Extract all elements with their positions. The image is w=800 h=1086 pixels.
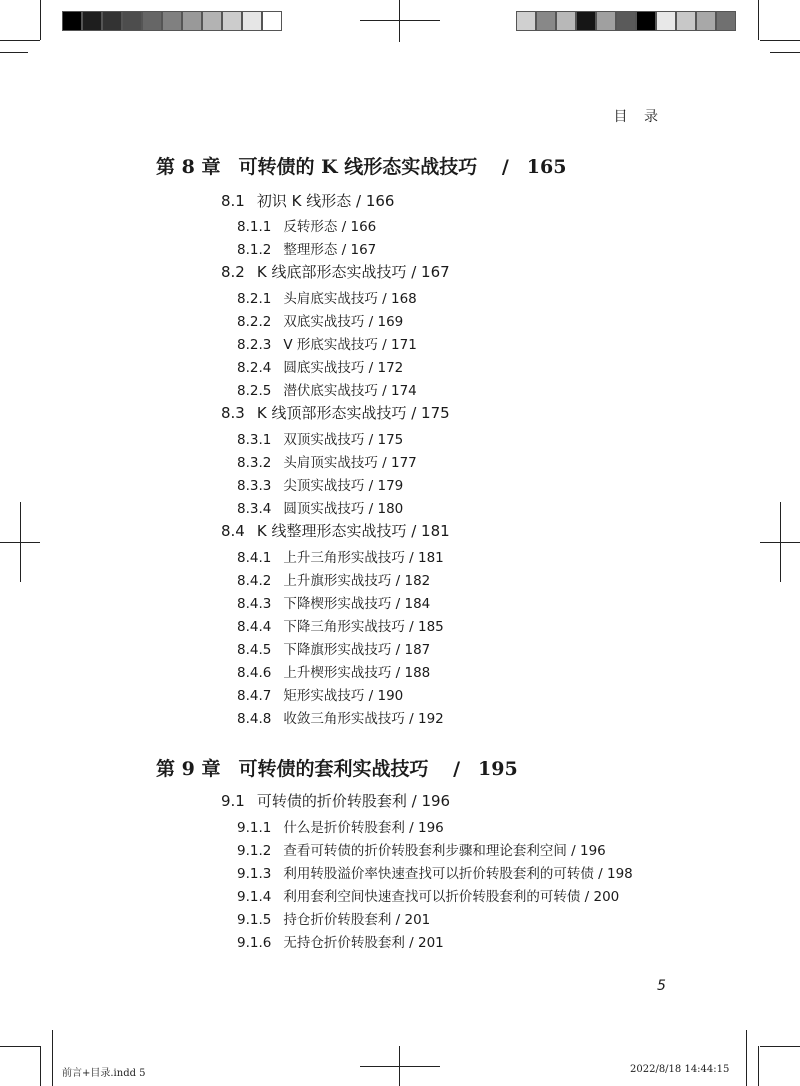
toc-section — [221, 190, 394, 211]
color-swatch — [202, 11, 222, 31]
subsection-number: 8.2.4 — [237, 360, 272, 376]
section-title: K 线顶部形态实战技巧 / 175 — [256, 404, 450, 422]
color-swatch — [536, 11, 556, 31]
subsection-title: 持仓折价转股套利 / 201 — [283, 912, 431, 928]
subsection-number: 8.4.8 — [237, 711, 272, 727]
color-swatch — [556, 11, 576, 31]
page-number: 5 — [657, 978, 666, 994]
subsection-title: 查看可转债的折价转股套利步骤和理论套利空间 / 196 — [283, 843, 606, 859]
section-title: 可转债的折价转股套利 / 196 — [256, 792, 451, 810]
subsection-number: 8.3.1 — [237, 432, 272, 448]
color-swatch — [162, 11, 182, 31]
subsection-title: 上升楔形实战技巧 / 188 — [283, 665, 431, 681]
subsection-title: 利用转股溢价率快速查找可以折价转股套利的可转债 / 198 — [283, 866, 633, 882]
toc-subsection — [237, 707, 444, 727]
section-number: 8.2 — [221, 263, 245, 281]
subsection-number: 8.3.4 — [237, 501, 272, 517]
subsection-number: 9.1.2 — [237, 843, 272, 859]
footer-file-name: 前言+目录.indd 5 — [62, 1068, 146, 1079]
subsection-number: 8.2.1 — [237, 291, 272, 307]
subsection-title: 下降三角形实战技巧 / 185 — [283, 619, 444, 635]
section-number: 8.1 — [221, 192, 245, 210]
color-swatch — [262, 11, 282, 31]
toc-subsection — [237, 684, 403, 704]
color-swatch — [656, 11, 676, 31]
toc-subsection — [237, 356, 403, 376]
color-swatch — [696, 11, 716, 31]
chapter-separator: / — [501, 156, 509, 178]
subsection-number: 8.3.3 — [237, 478, 272, 494]
subsection-title: V 形底实战技巧 / 171 — [283, 337, 417, 353]
subsection-title: 利用套利空间快速查找可以折价转股套利的可转债 / 200 — [283, 889, 620, 905]
toc-subsection — [237, 839, 606, 859]
subsection-title: 整理形态 / 167 — [283, 242, 377, 258]
color-swatch — [676, 11, 696, 31]
subsection-number: 8.4.6 — [237, 665, 272, 681]
subsection-title: 什么是折价转股套利 / 196 — [283, 820, 444, 836]
toc-subsection — [237, 474, 403, 494]
subsection-number: 8.3.2 — [237, 455, 272, 471]
section-title: 初识 K 线形态 / 166 — [256, 192, 395, 210]
color-swatch — [82, 11, 102, 31]
section-title: K 线整理形态实战技巧 / 181 — [256, 522, 450, 540]
subsection-number: 9.1.6 — [237, 935, 272, 951]
toc-subsection — [237, 885, 619, 905]
toc-subsection — [237, 379, 417, 399]
color-swatch — [122, 11, 142, 31]
color-swatch — [636, 11, 656, 31]
chapter-title: 可转债的 K 线形态实战技巧 — [238, 156, 478, 178]
color-swatch — [62, 11, 82, 31]
toc-subsection — [237, 451, 417, 471]
chapter-number: 第 9 章 — [156, 758, 221, 780]
color-swatch — [182, 11, 202, 31]
subsection-number: 8.2.5 — [237, 383, 272, 399]
subsection-title: 圆顶实战技巧 / 180 — [283, 501, 404, 517]
subsection-number: 8.1.2 — [237, 242, 272, 258]
toc-subsection — [237, 546, 444, 566]
color-swatch — [242, 11, 262, 31]
toc-section — [221, 402, 450, 423]
running-header: 目 录 — [613, 109, 664, 125]
color-swatch — [616, 11, 636, 31]
section-number: 8.4 — [221, 522, 245, 540]
color-swatch — [102, 11, 122, 31]
toc-subsection — [237, 215, 376, 235]
chapter-title: 可转债的套利实战技巧 — [238, 758, 429, 780]
subsection-title: 头肩底实战技巧 / 168 — [283, 291, 417, 307]
subsection-title: 矩形实战技巧 / 190 — [283, 688, 404, 704]
subsection-number: 8.4.7 — [237, 688, 272, 704]
toc-section — [221, 790, 450, 811]
subsection-number: 9.1.1 — [237, 820, 272, 836]
subsection-number: 8.1.1 — [237, 219, 272, 235]
color-swatch — [142, 11, 162, 31]
subsection-title: 双底实战技巧 / 169 — [283, 314, 404, 330]
toc-section — [221, 520, 450, 541]
subsection-title: 双顶实战技巧 / 175 — [283, 432, 404, 448]
color-swatch — [596, 11, 616, 31]
toc-subsection — [237, 287, 417, 307]
color-swatch — [222, 11, 242, 31]
subsection-number: 8.4.2 — [237, 573, 272, 589]
color-swatch — [516, 11, 536, 31]
toc-subsection — [237, 592, 430, 612]
toc-subsection — [237, 862, 633, 882]
toc-subsection — [237, 310, 403, 330]
footer-timestamp: 2022/8/18 14:44:15 — [630, 1064, 730, 1075]
toc-subsection — [237, 333, 417, 353]
subsection-number: 9.1.4 — [237, 889, 272, 905]
subsection-number: 8.2.2 — [237, 314, 272, 330]
chapter-number: 第 8 章 — [156, 156, 221, 178]
toc-subsection — [237, 816, 444, 836]
toc-subsection — [237, 638, 430, 658]
toc-subsection — [237, 497, 403, 517]
subsection-title: 上升三角形实战技巧 / 181 — [283, 550, 444, 566]
subsection-title: 圆底实战技巧 / 172 — [283, 360, 404, 376]
chapter-page: 195 — [478, 758, 518, 780]
subsection-title: 尖顶实战技巧 / 179 — [283, 478, 404, 494]
section-title: K 线底部形态实战技巧 / 167 — [256, 263, 450, 281]
right-color-bar — [516, 11, 736, 31]
subsection-title: 上升旗形实战技巧 / 182 — [283, 573, 431, 589]
subsection-title: 头肩顶实战技巧 / 177 — [283, 455, 417, 471]
chapter-heading — [156, 152, 566, 179]
subsection-title: 无持仓折价转股套利 / 201 — [283, 935, 444, 951]
subsection-number: 8.2.3 — [237, 337, 272, 353]
toc-subsection — [237, 931, 444, 951]
section-number: 8.3 — [221, 404, 245, 422]
color-swatch — [716, 11, 736, 31]
subsection-title: 下降楔形实战技巧 / 184 — [283, 596, 431, 612]
toc-subsection — [237, 661, 430, 681]
subsection-title: 反转形态 / 166 — [283, 219, 377, 235]
subsection-title: 下降旗形实战技巧 / 187 — [283, 642, 431, 658]
toc-subsection — [237, 908, 430, 928]
toc-subsection — [237, 428, 403, 448]
subsection-number: 9.1.3 — [237, 866, 272, 882]
subsection-number: 8.4.1 — [237, 550, 272, 566]
chapter-separator: / — [453, 758, 461, 780]
subsection-number: 8.4.3 — [237, 596, 272, 612]
chapter-heading — [156, 754, 518, 781]
subsection-number: 8.4.5 — [237, 642, 272, 658]
section-number: 9.1 — [221, 792, 245, 810]
toc-subsection — [237, 238, 376, 258]
subsection-number: 9.1.5 — [237, 912, 272, 928]
color-swatch — [576, 11, 596, 31]
toc-section — [221, 261, 450, 282]
subsection-title: 收敛三角形实战技巧 / 192 — [283, 711, 444, 727]
toc-subsection — [237, 569, 430, 589]
toc-subsection — [237, 615, 444, 635]
subsection-number: 8.4.4 — [237, 619, 272, 635]
chapter-page: 165 — [526, 156, 567, 178]
left-color-bar — [62, 11, 282, 31]
subsection-title: 潜伏底实战技巧 / 174 — [283, 383, 417, 399]
